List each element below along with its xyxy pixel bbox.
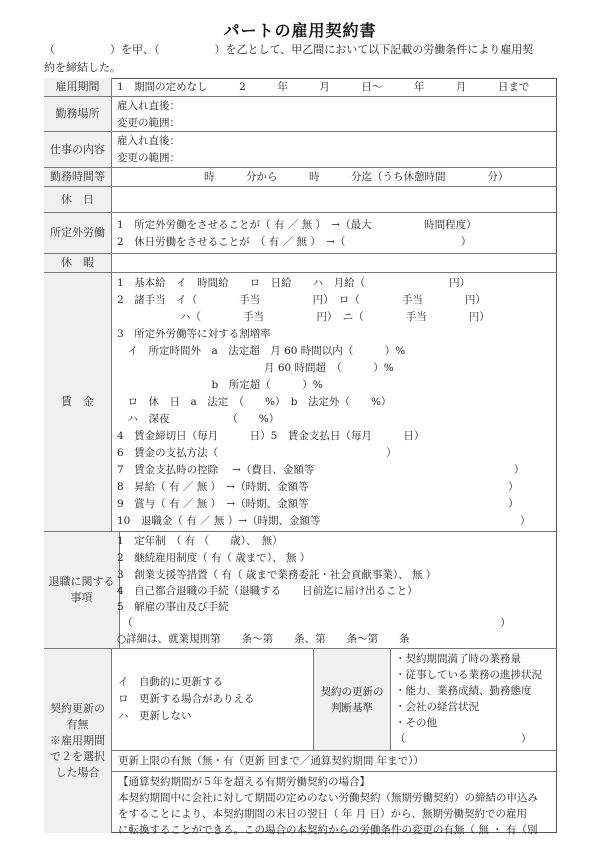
renewal-limit-line: 更新上限の有無（無・有（更新 回まで／通算契約期間 年まで））	[118, 755, 424, 767]
wage-line: イ 所定時間外 a 法定超 月 60 時間以内（ ）%	[117, 345, 406, 357]
row-job	[44, 131, 557, 167]
row-holidays	[44, 186, 557, 212]
overtime-line-1: 1 所定外労働をさせることが（ 有 ／ 無 ） →（最大 時間程度）	[117, 219, 477, 231]
row-content	[112, 273, 557, 531]
intro-line-2: 約を締結した。	[44, 61, 121, 74]
employment-period-line: 1 期間の定めなし 2 年 月 日～ 年 月 日まで	[117, 81, 530, 93]
wage-line: 7 賃金支払時の控除 →（費目、金額等 ）	[117, 464, 525, 476]
row-employment-period	[44, 78, 557, 96]
row-content	[112, 97, 557, 131]
conversion-line: に転換することができる。この場合の本契約からの労働条件の変更の有無（ 無 ・ 有（別	[118, 824, 538, 836]
criteria-item: ・契約期間満了時の業務量	[395, 653, 521, 665]
intro-line-1: （ ）を甲、（ ）を乙として、甲乙間において以下記載の労働条件により雇用契	[44, 43, 534, 56]
criteria-item: ・会社の経営状況	[395, 701, 479, 713]
row-content	[112, 78, 557, 96]
wage-line: 4 賃金締切日（毎月 日）5 賃金支払日（毎月 日）	[117, 430, 425, 442]
retirement-line: ○詳細は、就業規則第 条～第 条、第 条～第 条	[117, 633, 410, 645]
row-workplace	[44, 96, 557, 131]
row-label: 休 暇	[44, 254, 112, 272]
renewal-label-line: 契約更新の	[50, 702, 105, 715]
retirement-line: 4 自己都合退職の手続（退職する 日前迄に届け出ること）	[117, 585, 418, 597]
wage-line: 6 賃金の支払方法（ ）	[117, 447, 397, 459]
row-retirement	[44, 531, 557, 648]
criteria-item: ・従事している業務の進捗状況	[395, 669, 542, 681]
wage-line: 2 諸手当 イ（ 手当 円） ロ（ 手当 円）	[117, 294, 486, 306]
workplace-change-scope: 変更の範囲：	[117, 117, 180, 129]
renewal-label-line: ※雇用期間	[50, 734, 105, 747]
row-label: 雇用期間	[44, 78, 112, 96]
conversion-line: 本契約期間中に会社に対して期間の定めのない労働契約（無期労働契約）の締結の申込み	[118, 792, 538, 804]
conversion-line: をすることにより、本契約期間の末日の翌日（ 年 月 日）から、無期労働契約での雇用	[118, 808, 528, 820]
conversion-line: 【通算契約期間が５年を超える有期労働契約の場合】	[118, 776, 370, 788]
wage-line: ロ 休 日 a 法定 （ %） b 法定外（ %）	[117, 396, 392, 408]
criteria-item: （ ）	[395, 733, 532, 745]
overtime-line-2: 2 休日労働をさせることが （ 有 ／ 無 ） →（ ）	[117, 236, 472, 248]
wage-line: 10 退職金（ 有 ／ 無 ）→（時期、金額等 ）	[117, 515, 531, 527]
row-label: 勤務時間等	[44, 168, 112, 186]
renewal-options-cell	[112, 649, 313, 750]
hours-line: 時 分から 時 分迄（うち休憩時間 分）	[204, 171, 509, 183]
row-leave	[44, 253, 557, 272]
renewal-label-line: した場合	[55, 766, 100, 779]
indefinite-conversion-cell	[112, 771, 557, 836]
renewal-criteria-cell	[391, 649, 557, 750]
row-content	[112, 254, 557, 272]
workplace-initial: 雇入れ直後：	[117, 100, 180, 112]
row-content	[112, 168, 557, 186]
row-label: 賃 金	[44, 273, 112, 531]
row-content	[112, 132, 557, 167]
row-wages	[44, 272, 557, 531]
renewal-limit-cell	[112, 750, 557, 771]
retirement-line: 3 創業支援等措置（ 有（ 歳まで業務委託・社会貢献事業）、 無 ）	[117, 569, 437, 581]
wage-line: ハ（ 手当 円） ニ（ 手当 円）	[117, 311, 490, 323]
row-content	[112, 213, 557, 253]
row-label: 勤務場所	[44, 97, 112, 131]
retirement-line: 2 継続雇用制度（ 有（ 歳まで）、 無 ）	[117, 552, 311, 564]
job-initial: 雇入れ直後：	[117, 135, 180, 147]
row-label	[44, 649, 112, 833]
criteria-item: ・その他	[395, 717, 437, 729]
wage-line: 1 基本給 イ 時間給 ロ 日給 ハ 月給（ 円）	[117, 277, 471, 289]
criteria-label-line: 判断基準	[331, 701, 373, 714]
row-hours	[44, 167, 557, 186]
wage-line: b 所定超（ ）%	[117, 379, 323, 391]
row-content	[112, 532, 557, 648]
renewal-option: ハ 更新しない	[118, 710, 192, 722]
retirement-line: 5 解雇の事由及び手続	[117, 601, 229, 613]
row-label: 休 日	[44, 187, 112, 212]
row-label: 所定外労働	[44, 213, 112, 253]
renewal-option: イ 自動的に更新する	[118, 676, 223, 688]
renewal-label-line: 有無	[66, 718, 89, 731]
row-overtime	[44, 212, 557, 253]
wage-line: 3 所定外労働等に対する割増率	[117, 328, 271, 340]
wage-line: 月 60 時間超 （ ）%	[117, 362, 394, 374]
row-renewal	[44, 648, 557, 836]
page-title: パートの雇用契約書	[223, 21, 377, 40]
wage-line: 9 賞与（ 有 ／ 無 ） →（時期、金額等 ）	[117, 498, 519, 510]
renewal-option: ロ 更新する場合がありえる	[118, 693, 255, 705]
row-content	[112, 187, 557, 212]
retirement-line: （ ）	[117, 617, 511, 629]
row-label: 退職に関する事項	[44, 532, 120, 648]
criteria-label-line: 契約の更新の	[320, 685, 384, 698]
renewal-criteria-label-cell	[313, 649, 391, 750]
job-change-scope: 変更の範囲：	[117, 152, 180, 164]
row-label: 仕事の内容	[44, 132, 112, 167]
wage-line: ハ 深夜 （ %）	[117, 413, 280, 425]
criteria-item: ・能力、業務成績、勤務態度	[395, 685, 532, 697]
retirement-line: 1 定年制 （ 有 （ 歳）、 無）	[117, 535, 283, 547]
renewal-label-line: で２を選択	[50, 750, 105, 763]
wage-line: 8 昇給（ 有 ／ 無 ） →（時期、金額等 ）	[117, 481, 519, 493]
